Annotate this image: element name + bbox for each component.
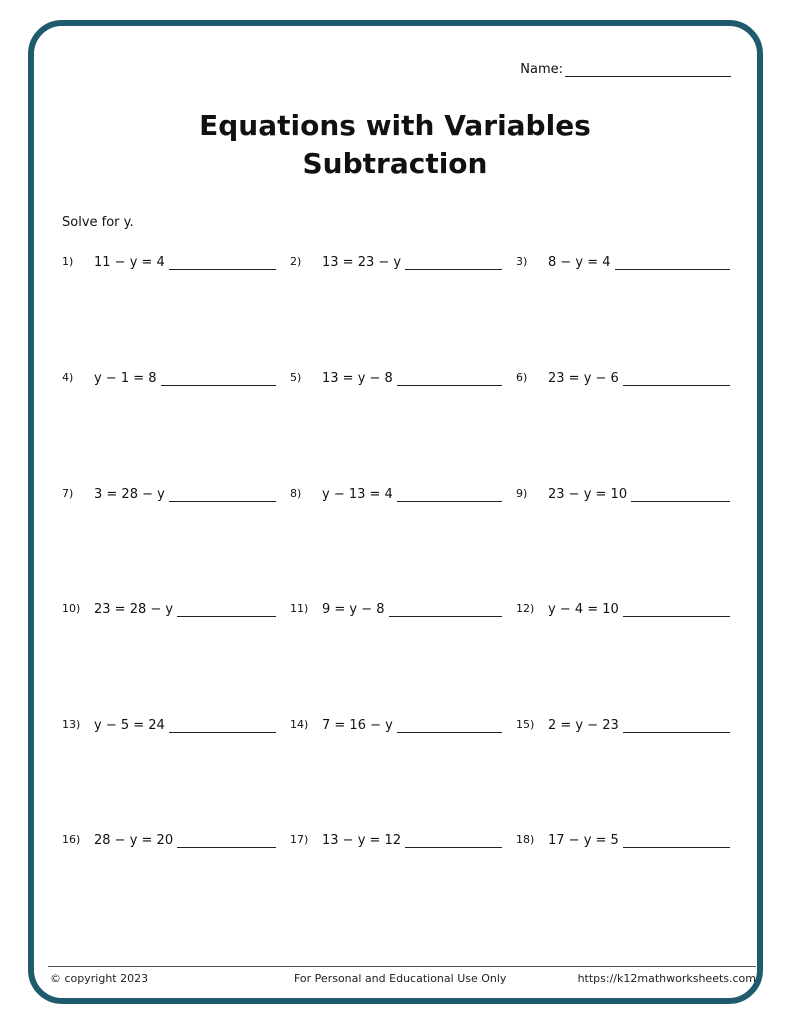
problem-number: 15) xyxy=(516,718,535,731)
answer-blank-line[interactable] xyxy=(169,255,276,270)
problem-equation: 23 = y − 6 xyxy=(548,371,619,386)
problem-number: 5) xyxy=(290,371,302,384)
problem-equation: 23 − y = 10 xyxy=(548,487,628,502)
problem-equation: y − 1 = 8 xyxy=(94,371,157,386)
problem-item xyxy=(62,487,276,511)
problem-body xyxy=(94,718,276,733)
problem-item xyxy=(516,602,730,626)
problem-body xyxy=(548,602,730,617)
problem-item xyxy=(62,371,276,395)
problem-item xyxy=(62,255,276,279)
answer-blank-line[interactable] xyxy=(397,487,502,502)
answer-blank-line[interactable] xyxy=(623,718,730,733)
answer-blank-line[interactable] xyxy=(397,718,502,733)
problem-equation: y − 5 = 24 xyxy=(94,718,165,733)
worksheet-subtitle: Subtraction xyxy=(302,147,488,180)
problem-number: 3) xyxy=(516,255,528,268)
problem-number: 16) xyxy=(62,833,81,846)
answer-blank-line[interactable] xyxy=(177,833,276,848)
problem-number: 4) xyxy=(62,371,74,384)
problem-number: 6) xyxy=(516,371,528,384)
problem-body xyxy=(548,487,730,502)
problem-body xyxy=(94,602,276,617)
problem-number: 1) xyxy=(62,255,74,268)
answer-blank-line[interactable] xyxy=(169,718,276,733)
problem-item xyxy=(62,602,276,626)
problem-item xyxy=(290,602,502,626)
answer-blank-line[interactable] xyxy=(161,371,276,386)
problem-number: 14) xyxy=(290,718,309,731)
problem-body xyxy=(548,255,730,270)
problem-equation: 8 − y = 4 xyxy=(548,255,611,270)
problem-body xyxy=(94,833,276,848)
problem-body xyxy=(322,255,502,270)
name-field xyxy=(520,62,731,77)
worksheet-title: Equations with Variables xyxy=(199,109,591,142)
problem-number: 17) xyxy=(290,833,309,846)
problem-number: 11) xyxy=(290,602,309,615)
problem-body xyxy=(94,487,276,502)
problem-item xyxy=(290,255,502,279)
problem-equation: 7 = 16 − y xyxy=(322,718,393,733)
answer-blank-line[interactable] xyxy=(631,487,730,502)
answer-blank-line[interactable] xyxy=(615,255,730,270)
problem-number: 9) xyxy=(516,487,528,500)
problem-item xyxy=(290,833,502,857)
answer-blank-line[interactable] xyxy=(405,255,502,270)
problem-body xyxy=(322,833,502,848)
footer-url: https://k12mathworksheets.com xyxy=(577,972,756,985)
problem-equation: 17 − y = 5 xyxy=(548,833,619,848)
problem-equation: 2 = y − 23 xyxy=(548,718,619,733)
footer-usage: For Personal and Educational Use Only xyxy=(294,972,507,985)
problem-body xyxy=(548,371,730,386)
problem-equation: 3 = 28 − y xyxy=(94,487,165,502)
footer-copyright: © copyright 2023 xyxy=(50,972,149,985)
problem-item xyxy=(516,718,730,742)
name-blank-line[interactable] xyxy=(565,62,731,77)
answer-blank-line[interactable] xyxy=(177,602,276,617)
instructions: Solve for y. xyxy=(62,215,134,230)
answer-blank-line[interactable] xyxy=(169,487,276,502)
problem-equation: 11 − y = 4 xyxy=(94,255,165,270)
problem-number: 2) xyxy=(290,255,302,268)
problem-item xyxy=(62,833,276,857)
problem-body xyxy=(548,833,730,848)
problem-item xyxy=(516,487,730,511)
problem-equation: 9 = y − 8 xyxy=(322,602,385,617)
problem-item xyxy=(516,371,730,395)
problem-equation: 13 − y = 12 xyxy=(322,833,402,848)
problem-equation: y − 4 = 10 xyxy=(548,602,619,617)
problem-item xyxy=(516,255,730,279)
problem-body xyxy=(94,255,276,270)
problem-body xyxy=(322,371,502,386)
problem-item xyxy=(516,833,730,857)
problem-number: 10) xyxy=(62,602,81,615)
footer-divider xyxy=(48,966,756,967)
problem-equation: 13 = 23 − y xyxy=(322,255,402,270)
problem-body xyxy=(94,371,276,386)
name-label: Name: xyxy=(520,62,563,77)
problem-body xyxy=(322,718,502,733)
answer-blank-line[interactable] xyxy=(397,371,502,386)
problem-body xyxy=(322,487,502,502)
problem-item xyxy=(62,718,276,742)
answer-blank-line[interactable] xyxy=(405,833,502,848)
problem-item xyxy=(290,371,502,395)
answer-blank-line[interactable] xyxy=(623,833,730,848)
problem-equation: 28 − y = 20 xyxy=(94,833,174,848)
problem-equation: y − 13 = 4 xyxy=(322,487,393,502)
problem-number: 7) xyxy=(62,487,74,500)
answer-blank-line[interactable] xyxy=(389,602,502,617)
problem-number: 13) xyxy=(62,718,81,731)
problem-equation: 13 = y − 8 xyxy=(322,371,393,386)
problem-number: 12) xyxy=(516,602,535,615)
problem-number: 8) xyxy=(290,487,302,500)
problem-equation: 23 = 28 − y xyxy=(94,602,174,617)
problem-item xyxy=(290,487,502,511)
problem-body xyxy=(548,718,730,733)
answer-blank-line[interactable] xyxy=(623,602,730,617)
problem-item xyxy=(290,718,502,742)
answer-blank-line[interactable] xyxy=(623,371,730,386)
problem-number: 18) xyxy=(516,833,535,846)
problem-body xyxy=(322,602,502,617)
